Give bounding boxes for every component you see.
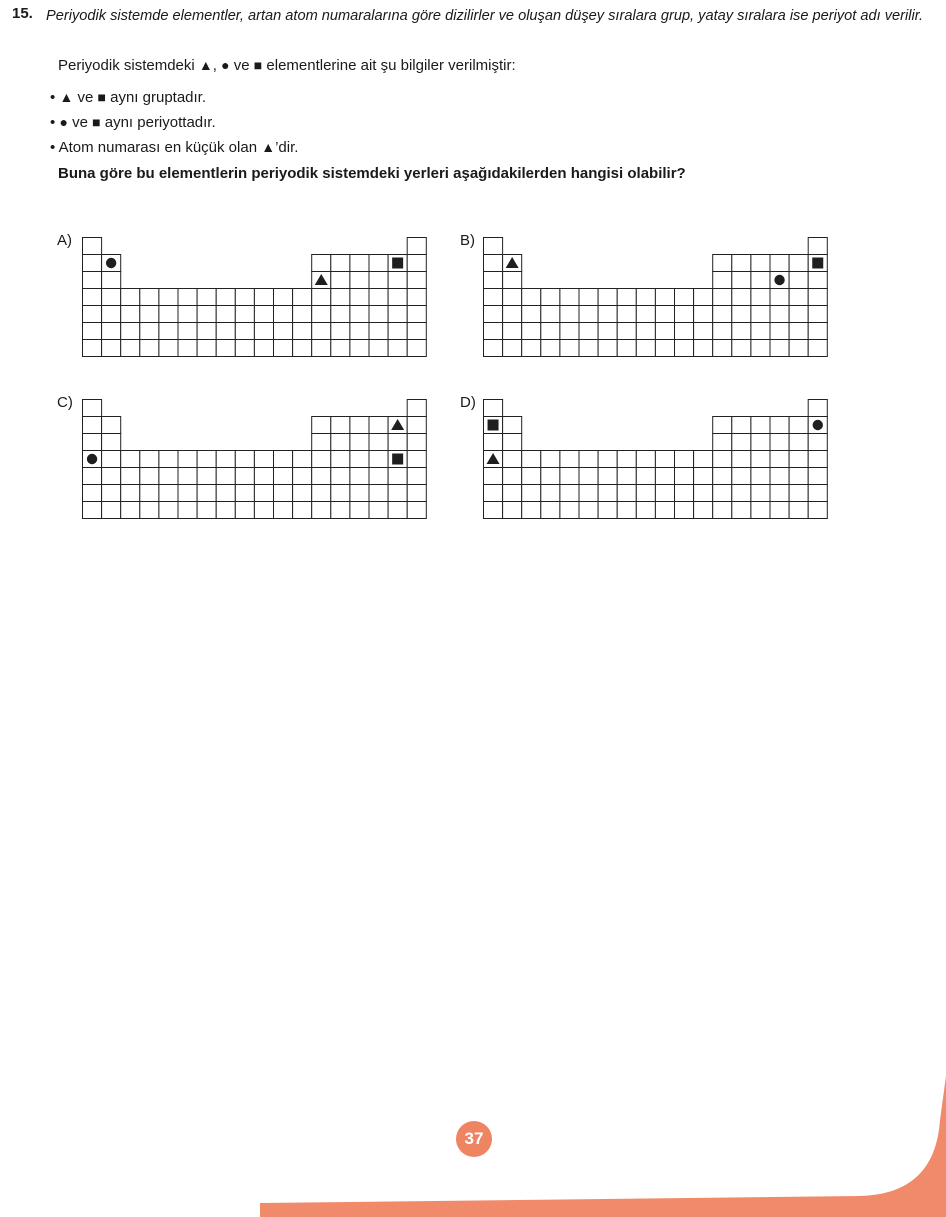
- bullet-mark: •: [50, 89, 56, 106]
- question-number: 15.: [12, 5, 33, 22]
- triangle-icon: ▲: [198, 57, 213, 73]
- bullet-text: Atom numarası en küçük olan: [58, 139, 258, 156]
- bullet-mark: •: [50, 114, 56, 131]
- bullet-suffix: ’dir.: [275, 139, 299, 156]
- info-text-before: Periyodik sistemdeki: [58, 57, 195, 74]
- question-prompt: Buna göre bu elementlerin periyodik sistemdeki yerleri aşağıdakilerden hangisi olabilir?: [58, 165, 686, 182]
- page-number-badge: 37: [456, 1121, 492, 1157]
- circle-icon: ●: [59, 114, 68, 130]
- circle-icon: ●: [221, 57, 230, 73]
- bullet-text: aynı periyottadır.: [104, 114, 216, 131]
- option-b-label[interactable]: B): [460, 232, 475, 249]
- info-ve: ve: [233, 57, 250, 74]
- square-icon: ■: [253, 57, 263, 73]
- bullet-ve: ve: [77, 89, 94, 106]
- square-icon: ■: [97, 89, 106, 105]
- question-stem: Periyodik sistemde elementler, artan atom numaralarına göre dizilirler ve oluşan düşey sıralara grup, yatay sıralara ise periyot adı verilir.: [46, 8, 924, 24]
- triangle-icon: ▲: [261, 139, 276, 155]
- bullet-text: aynı gruptadır.: [110, 89, 207, 106]
- info-separator: ,: [212, 57, 217, 74]
- option-a-label[interactable]: A): [57, 232, 72, 249]
- option-d-label[interactable]: D): [460, 394, 476, 411]
- bullet-ve: ve: [72, 114, 88, 131]
- option-c-label[interactable]: C): [57, 394, 73, 411]
- triangle-icon: ▲: [59, 89, 74, 105]
- info-text-after: elementlerine ait şu bilgiler verilmiştir:: [266, 57, 516, 74]
- square-icon: ■: [92, 114, 101, 130]
- bullet-mark: •: [50, 139, 56, 156]
